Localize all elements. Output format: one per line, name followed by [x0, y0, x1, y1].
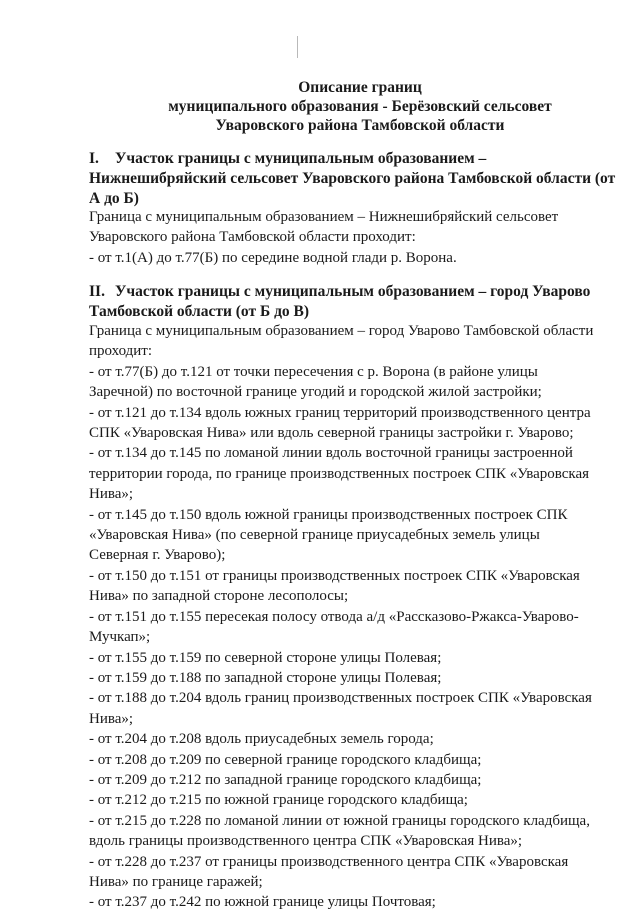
title-line-3: Уваровского района Тамбовской области — [215, 117, 505, 134]
section-2-text-line: - от т.209 до т.212 по западной границе городского кладбища; — [89, 771, 482, 788]
section-2-heading — [89, 282, 629, 322]
section-2-text-line: вдоль границы производственного центра СПК «Уваровская Нива»; — [89, 833, 523, 850]
section-1-heading-line: А до Б) — [89, 190, 139, 207]
section-2-text-line: Нива» по границе гаражей; — [89, 873, 263, 890]
section-2-body — [89, 321, 629, 913]
section-2-text-line: - от т.159 до т.188 по западной стороне улицы Полевая; — [89, 669, 442, 686]
section-2-text-line: - от т.77(Б) до т.121 от точки пересечения с р. Ворона (в районе улицы — [89, 363, 538, 380]
section-2-text-line: - от т.188 до т.204 вдоль границ производственных построек СПК «Уваровская — [89, 690, 592, 707]
section-2-text-line: - от т.215 до т.228 по ломаной линии от южной границы городского кладбища, — [89, 812, 590, 829]
section-2-text-line: Нива»; — [89, 486, 134, 503]
section-2-text-line: - от т.121 до т.134 вдоль южных границ территорий производственного центра — [89, 404, 591, 421]
section-2-text-line: - от т.237 до т.242 по южной границе улицы Почтовая; — [89, 894, 436, 911]
section-1-text-line: Уваровского района Тамбовской области проходит: — [89, 229, 416, 246]
section-2-text-line: - от т.228 до т.237 от границы производственного центра СПК «Уваровская — [89, 853, 569, 870]
section-2-text-line: Заречной) по восточной границе угодий и городской жилой застройки; — [89, 384, 542, 401]
section-2-heading-line: Участок границы с муниципальным образованием – город Уварово — [115, 283, 591, 300]
section-2-text-line: - от т.204 до т.208 вдоль приусадебных земель города; — [89, 731, 434, 748]
section-2-text-line: проходит: — [89, 343, 153, 360]
section-2-text-line: территории города, по границе производственных построек СПК «Уваровская — [89, 465, 590, 482]
section-2-text-line: Мучкап»; — [89, 629, 151, 646]
title-line-1: Описание границ — [298, 79, 422, 96]
section-1-body — [89, 207, 629, 268]
section-2-text-line: - от т.212 до т.215 по южной границе городского кладбища; — [89, 792, 468, 809]
title-line-2: муниципального образования - Берёзовский сельсовет — [168, 98, 552, 115]
section-2-text-line: Северная г. Уварово); — [89, 547, 226, 564]
section-1-heading-line: Участок границы с муниципальным образованием – — [115, 150, 487, 167]
section-2-text-line: Граница с муниципальным образованием – город Уварово Тамбовской области — [89, 323, 594, 339]
section-2-text-line: - от т.208 до т.209 по северной границе городского кладбища; — [89, 751, 482, 768]
section-1-heading — [89, 149, 629, 209]
section-2-text-line: - от т.151 до т.155 пересекая полосу отвода а/д «Рассказово-Ржакса-Уварово- — [89, 608, 579, 625]
section-2-text-line: Нива»; — [89, 710, 134, 727]
scan-mark — [297, 36, 298, 58]
section-2-text-line: СПК «Уваровская Нива» или вдоль северной границы застройки г. Уварово; — [89, 425, 574, 442]
section-2-heading-line: Тамбовской области (от Б до В) — [89, 303, 310, 320]
section-1-text-line: - от т.1(А) до т.77(Б) по середине водной глади р. Ворона. — [89, 249, 457, 266]
section-1-heading-line: Нижнешибряйский сельсовет Уваровского района Тамбовской области (от — [89, 170, 616, 187]
section-1-number: I. — [89, 150, 99, 167]
section-2-text-line: - от т.145 до т.150 вдоль южной границы производственных построек СПК — [89, 506, 568, 523]
section-2-text-line: - от т.134 до т.145 по ломаной линии вдоль восточной границы застроенной — [89, 445, 573, 462]
document-title — [120, 78, 600, 135]
section-2-number: II. — [89, 283, 105, 300]
section-2-text-line: «Уваровская Нива» (по северной границе приусадебных земель улицы — [89, 527, 540, 544]
section-1-text-line: Граница с муниципальным образованием – Нижнешибряйский сельсовет — [89, 209, 559, 225]
section-2-text-line: - от т.155 до т.159 по северной стороне улицы Полевая; — [89, 649, 442, 666]
section-2-text-line: Нива» по западной стороне лесополосы; — [89, 588, 349, 605]
section-2-text-line: - от т.150 до т.151 от границы производственных построек СПК «Уваровская — [89, 567, 580, 584]
